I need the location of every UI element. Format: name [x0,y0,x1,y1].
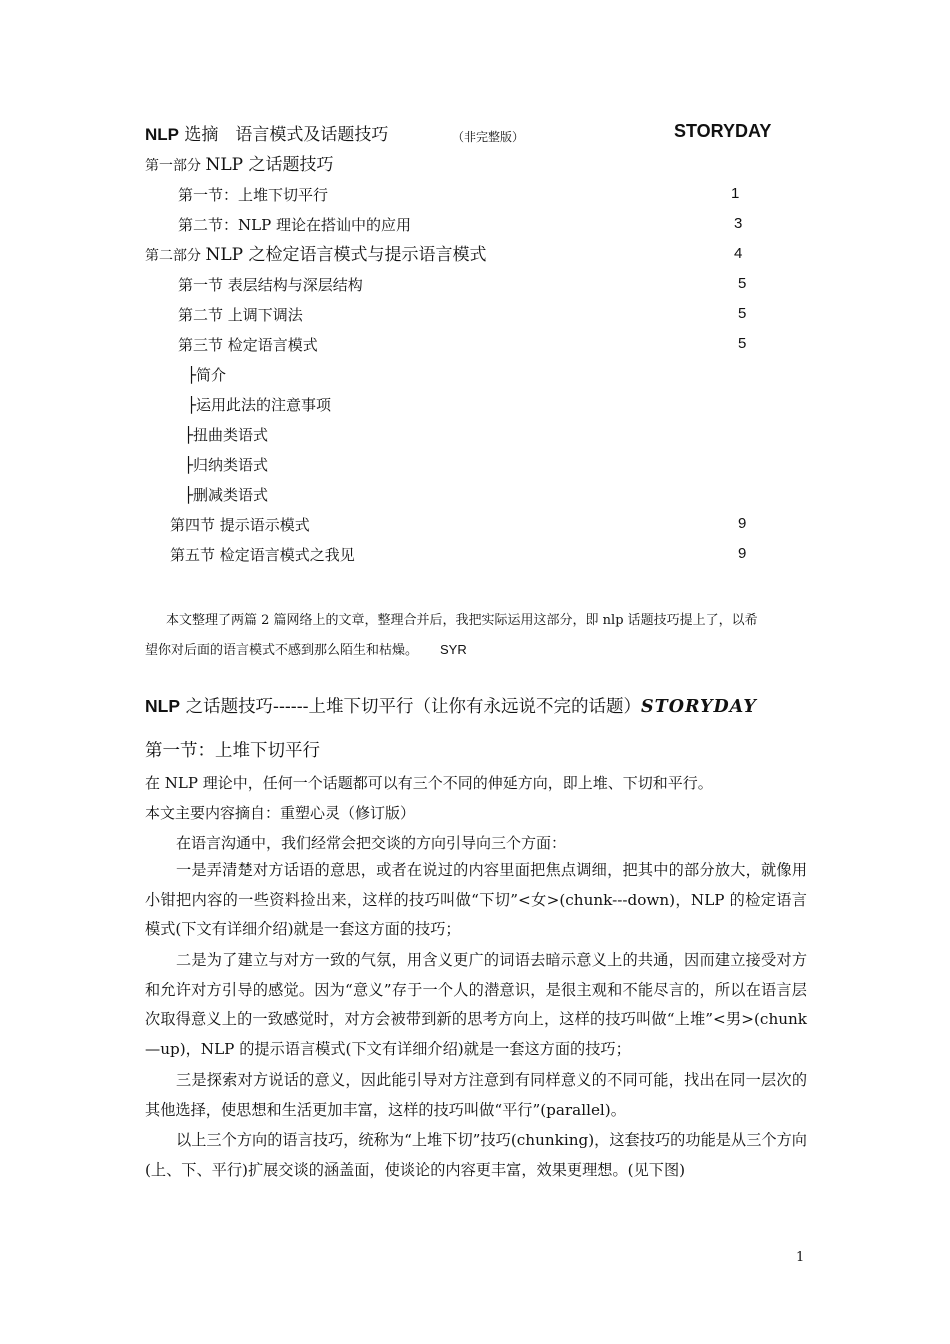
body-line: 在 NLP 理论中，任何一个话题都可以有三个不同的伸延方向，即上堆、下切和平行。 [145,774,713,792]
body-paragraph: 一是弄清楚对方话语的意思，或者在说过的内容里面把焦点调细，把其中的部分放大，就像用小钳把内容的一些资料捡出来，这样的技巧叫做“下切”<女>(chunk---down)，NLP 的检定语言模式(下文有详细介绍)就是一套这方面的技巧； [145,861,807,939]
body-paragraph: 三是探索对方说话的意义，因此能引导对方注意到有同样意义的不同可能，找出在同一层次的其他选择，使思想和生活更加丰富，这样的技巧叫做“平行”(parallel)。 [145,1071,807,1119]
toc-page-number: 9 [738,545,747,562]
toc-page-number: 4 [734,245,743,262]
intro-signature: SYR [440,642,467,657]
intro-text: 望你对后面的语言模式不感到那么陌生和枯燥。 SYR [145,642,467,658]
toc-item: 第二节：NLP 理论在搭讪中的应用 [178,216,411,234]
body-line: 在语言沟通中，我们经常会把交谈的方向引导向三个方面： [176,834,567,852]
toc-part-2: 第二部分 NLP 之检定语言模式与提示语言模式 [145,245,487,265]
toc-subitem: ├运用此法的注意事项 [187,396,332,414]
section-heading: 第一节：上堆下切平行 [145,741,320,761]
body-paragraph: 以上三个方向的语言技巧，统称为“上堆下切”技巧(chunking)，这套技巧的功能是从三个方向(上、下、平行)扩展交谈的涵盖面，使谈论的内容更丰富，效果更理想。(见下图) [145,1131,807,1179]
intro-text: 本文整理了两篇 2 篇网络上的文章，整理合并后，我把实际运用这部分，即 nlp 话题技巧提上了，以希 [166,613,758,628]
toc-item: 第一节 表层结构与深层结构 [178,276,363,294]
toc-item: 第二节 上调下调法 [178,306,303,324]
toc-item: 第一节：上堆下切平行 [178,186,329,204]
toc-page-number: 1 [731,185,740,202]
toc-page-number: 9 [738,515,747,532]
body-line: 本文主要内容摘自：重塑心灵（修订版） [145,804,416,822]
toc-page-number: 5 [738,275,747,292]
toc-item: 第三节 检定语言模式 [178,336,318,354]
body-paragraph: 二是为了建立与对方一致的气氛，用含义更广的词语去暗示意义上的共通，因而建立接受对方和允许对方引导的感觉。因为“意义”存于一个人的潜意识，是很主观和不能尽言的，所以在语言层次取得意义上的一致感觉时，对方会被带到新的思考方向上，这样的技巧叫做“上堆”<男>(chunk—up)，NLP 的提示语言模式(下文有详细介绍)就是一套这方面的技巧； [145,951,807,1058]
toc-subitem: ├归纳类语式 [184,456,269,474]
heading-signature: STORYDAY [641,697,757,717]
page-number: 1 [796,1250,805,1265]
article-heading: NLP 之话题技巧------上堆下切平行（让你有永远说不完的话题）STORYDAY [145,696,757,717]
toc-page-number: 5 [738,335,747,352]
toc-page-number: 3 [734,215,743,232]
document-title: NLP 选摘 语言模式及话题技巧 [145,125,389,145]
brand-name: STORYDAY [674,121,772,141]
toc-item: 第四节 提示语示模式 [170,516,310,534]
toc-subitem: ├删减类语式 [184,486,269,504]
edition-note: （非完整版） [452,130,525,144]
toc-page-number: 5 [738,305,747,322]
toc-subitem: ├简介 [187,366,227,384]
toc-subitem: ├扭曲类语式 [184,426,269,444]
toc-item: 第五节 检定语言模式之我见 [170,546,355,564]
toc-part-1: 第一部分 NLP 之话题技巧 [145,155,334,175]
